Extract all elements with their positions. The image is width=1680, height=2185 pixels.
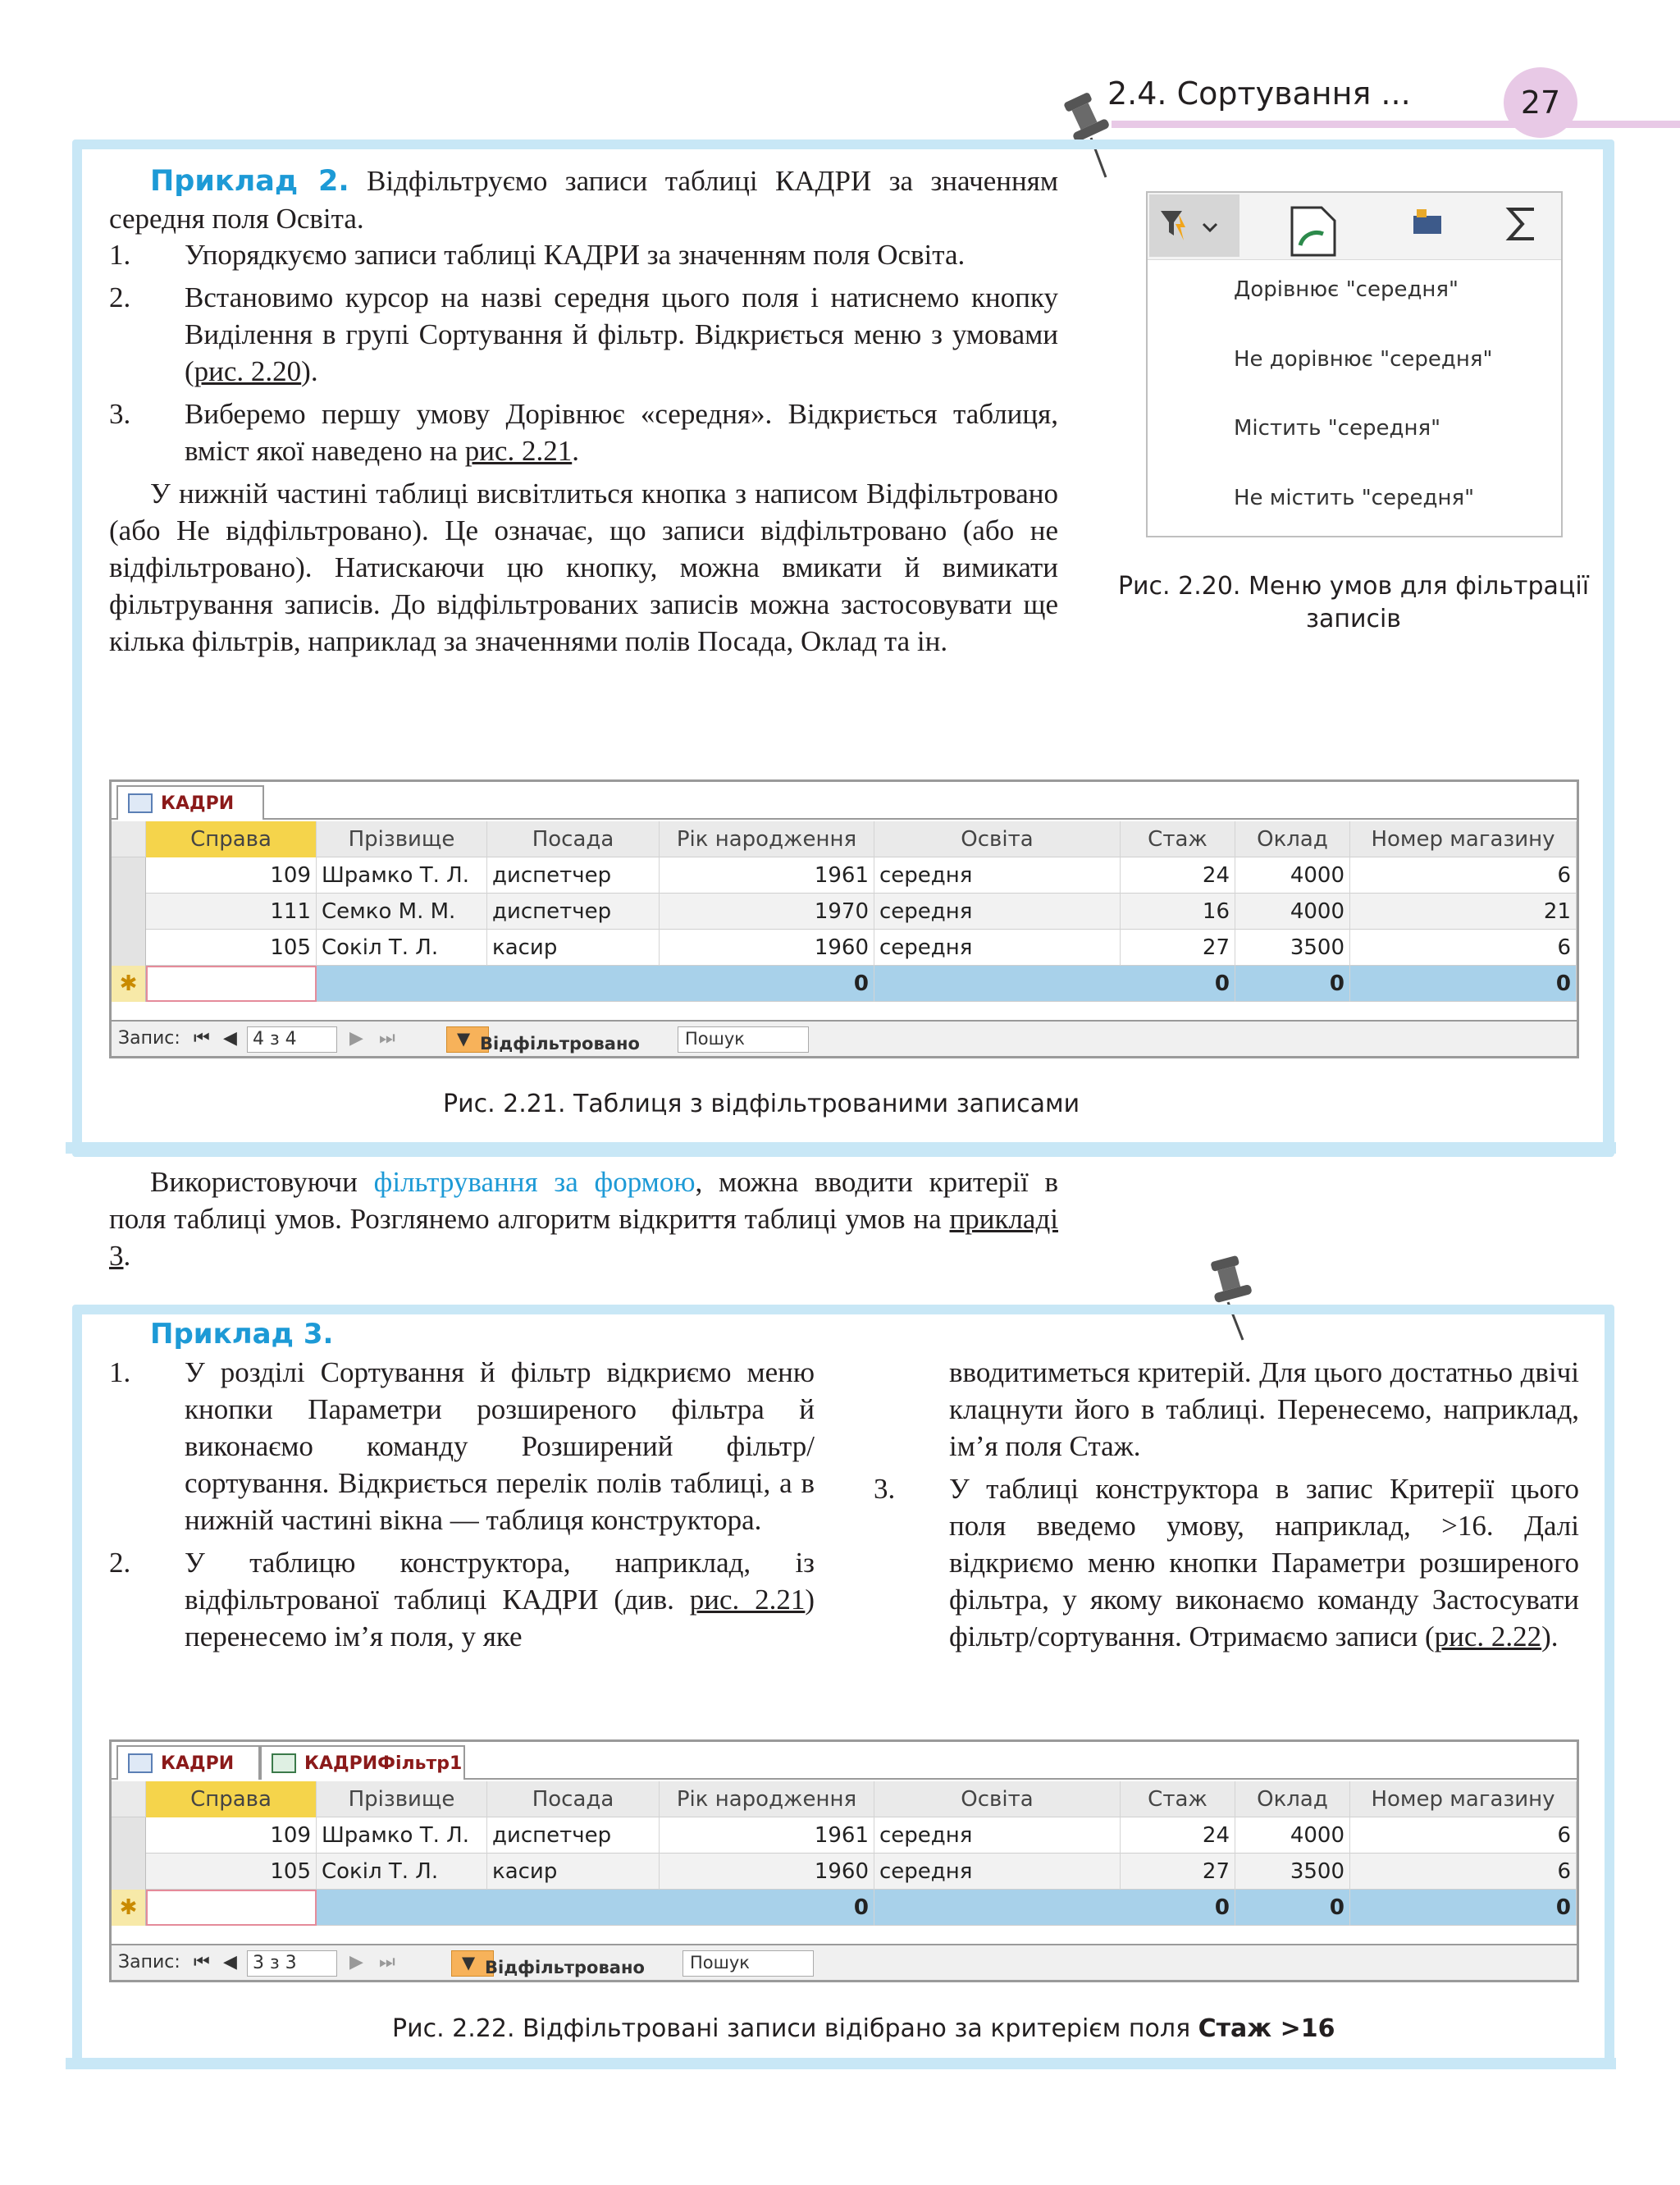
list-item: 2. У таблицю конструктора, наприклад, із відфільтрованої таблиці КАДРИ (див. рис. 2.21) перенесемо ім’я поля, у яке bbox=[109, 1547, 815, 1652]
example-2-steps bbox=[109, 236, 1058, 660]
current-record-field[interactable]: 4 з 4 bbox=[247, 1026, 337, 1053]
column-header[interactable]: Освіта bbox=[874, 1781, 1121, 1817]
current-record-field[interactable]: 3 з 3 bbox=[247, 1950, 337, 1977]
tab-strip bbox=[112, 1742, 1577, 1780]
filter-toggle-button[interactable]: ▼ Відфільтровано bbox=[451, 1950, 494, 1977]
figure-ref-link[interactable]: рис. 2.21 bbox=[689, 1584, 806, 1616]
column-header[interactable]: Оклад bbox=[1235, 821, 1350, 857]
filter-icon: ▼ bbox=[457, 1029, 471, 1049]
tab-kadry-filter1[interactable]: КАДРИФільтр1 bbox=[260, 1745, 465, 1780]
frame-bottom-rule bbox=[66, 1142, 1616, 1154]
prev-record-icon[interactable]: ◀ bbox=[223, 1952, 237, 1972]
datasheet-grid bbox=[112, 821, 1577, 1018]
tab-kadry[interactable]: КАДРИ bbox=[116, 785, 264, 820]
first-record-icon[interactable]: ⏮ bbox=[194, 1952, 210, 1972]
section-title: 2.4. Сортування ... bbox=[1107, 75, 1411, 112]
figure-caption-2-20: Рис. 2.20. Меню умов для фільтрації записів bbox=[1117, 572, 1590, 633]
form-filter-paragraph: Використовуючи фільтрування за формою, можна вводити критерії в поля таблиці умов. Розглянемо алгоритм відкриття таблиці умов на прикладі 3. bbox=[109, 1166, 1058, 1272]
example-3-left-column bbox=[109, 1354, 815, 1655]
filter-toggle-button[interactable]: ▼ Відфільтровано bbox=[446, 1026, 489, 1053]
column-header[interactable]: Освіта bbox=[874, 821, 1121, 857]
column-header[interactable]: Номер магазину bbox=[1350, 1781, 1577, 1817]
example-2-label: Приклад 2. bbox=[150, 165, 349, 198]
column-header[interactable]: Стаж bbox=[1121, 821, 1235, 857]
table-row[interactable]: 109 Шрамко Т. Л. диспетчер 1961 середня 24 4000 6 bbox=[112, 857, 1577, 894]
header-rule bbox=[1112, 121, 1680, 128]
example-2-intro: Приклад 2. Відфільтруємо записи таблиці КАДРИ за значенням середня поля Освіта. bbox=[109, 165, 1058, 235]
tab-strip bbox=[112, 782, 1577, 820]
column-header[interactable]: Рік народження bbox=[660, 1781, 874, 1817]
search-input[interactable]: Пошук bbox=[678, 1026, 809, 1053]
next-record-icon[interactable]: ▶ bbox=[349, 1952, 363, 1972]
last-record-icon[interactable]: ⏭ bbox=[379, 1952, 395, 1972]
filter-icon bbox=[1159, 208, 1228, 244]
column-header[interactable]: Рік народження bbox=[660, 821, 874, 857]
figure-ref-link[interactable]: рис. 2.21 bbox=[464, 435, 573, 467]
menu-item-not-equals[interactable]: Не дорівнює "середня" bbox=[1234, 347, 1493, 372]
column-header[interactable]: Номер магазину bbox=[1350, 821, 1577, 857]
toggle-filter-icon[interactable] bbox=[1289, 204, 1338, 257]
sigma-icon[interactable] bbox=[1504, 206, 1541, 242]
new-record-icon: ✱ bbox=[112, 966, 146, 1002]
table-icon bbox=[128, 1753, 153, 1773]
table-row[interactable]: 105 Сокіл Т. Л. касир 1960 середня 27 3500 6 bbox=[112, 930, 1577, 966]
menu-item-equals[interactable]: Дорівнює "середня" bbox=[1234, 277, 1459, 302]
example-3-label: Приклад 3. bbox=[150, 1318, 334, 1351]
datasheet-grid bbox=[112, 1781, 1577, 1942]
new-record-row[interactable]: ✱ 0 0 0 0 bbox=[112, 966, 1577, 1002]
column-header[interactable]: Посада bbox=[487, 1781, 660, 1817]
active-cell[interactable] bbox=[146, 1890, 317, 1926]
list-item: 1. Упорядкуємо записи таблиці КАДРИ за значенням поля Освіта. bbox=[109, 239, 966, 271]
last-record-icon[interactable]: ⏭ bbox=[379, 1028, 395, 1049]
record-navigation-bar bbox=[112, 1020, 1577, 1056]
filter-selection-menu bbox=[1146, 191, 1563, 537]
filter-query-icon bbox=[272, 1753, 296, 1773]
kadry-datasheet-1 bbox=[109, 779, 1579, 1058]
filter-icon: ▼ bbox=[462, 1953, 476, 1972]
table-icon bbox=[128, 793, 153, 813]
column-header[interactable]: Посада bbox=[487, 821, 660, 857]
kadry-datasheet-2 bbox=[109, 1739, 1579, 1982]
list-item: 3. Виберемо першу умову Дорівнює «середня». Відкриється таблиця, вміст якої наведено на рис. 2.21. bbox=[109, 398, 1058, 467]
example-ref-link[interactable]: прикладі 3 bbox=[109, 1203, 1058, 1272]
figure-ref-link[interactable]: рис. 2.20 bbox=[194, 355, 302, 387]
ribbon-bar bbox=[1148, 193, 1561, 260]
menu-item-not-contains[interactable]: Не містить "середня" bbox=[1234, 486, 1475, 510]
example-3-right-column bbox=[874, 1354, 1579, 1655]
column-header[interactable]: Оклад bbox=[1235, 1781, 1350, 1817]
record-label: Запис: bbox=[118, 1028, 180, 1049]
figure-caption-2-21: Рис. 2.21. Таблиця з відфільтрованими записами bbox=[443, 1090, 1080, 1118]
next-record-icon[interactable]: ▶ bbox=[349, 1028, 363, 1049]
column-header[interactable]: Прізвище bbox=[317, 821, 487, 857]
list-item: 2. Встановимо курсор на назві середня цього поля і натиснемо кнопку Виділення в групі Сортування й фільтр. Відкриється меню з умовами (рис. 2.20). bbox=[109, 281, 1058, 387]
advanced-filter-icon[interactable] bbox=[1410, 208, 1446, 235]
record-navigation-bar bbox=[112, 1944, 1577, 1980]
page-number: 27 bbox=[1504, 67, 1577, 138]
new-record-row[interactable]: ✱ 0 0 0 0 bbox=[112, 1890, 1577, 1926]
column-header[interactable]: Справа bbox=[146, 1781, 317, 1817]
glossary-term-link[interactable]: фільтрування за формою bbox=[373, 1166, 696, 1198]
list-item: 3. У таблиці конструктора в запис Критерії цього поля введемо умову, наприклад, >16. Далі відкриємо меню кнопки Параметри розширеного фільтра, у якому виконаємо команду Застосувати фільтр/сортування. Отримаємо записи (рис. 2.22). bbox=[874, 1473, 1579, 1652]
selection-button[interactable] bbox=[1149, 194, 1239, 257]
table-row[interactable]: 109 Шрамко Т. Л. диспетчер 1961 середня 24 4000 6 bbox=[112, 1817, 1577, 1854]
tab-kadry[interactable]: КАДРИ bbox=[116, 1745, 260, 1780]
frame-bottom-rule bbox=[66, 2058, 1616, 2069]
table-row[interactable]: 111 Семко М. М. диспетчер 1970 середня 16 4000 21 bbox=[112, 894, 1577, 930]
first-record-icon[interactable]: ⏮ bbox=[194, 1028, 210, 1049]
list-item: 1. У розділі Сортування й фільтр відкриємо меню кнопки Параметри розширеного фільтра й виконаємо команду Розширений фільтр/сортування. Відкриється перелік полів таблиці, а в нижній частині вікна — таблиця конструктора. bbox=[109, 1356, 815, 1536]
figure-caption-2-22: Рис. 2.22. Відфільтровані записи відібрано за критерієм поля Стаж >16 bbox=[392, 2014, 1335, 2043]
example-2-paragraph: У нижній частині таблиці висвітлиться кнопка з написом Відфільтровано (або Не відфільтровано). Це означає, що записи відфільтровано (або не відфільтровано). Натискаючи цю кнопку, можна вмикати й вимикати фільтрування записів. До відфільтрованих записів можна застосовувати ще кілька фільтрів, наприклад за значеннями полів Посада, Оклад та ін. bbox=[109, 478, 1058, 657]
record-label: Запис: bbox=[118, 1952, 180, 1972]
table-row[interactable]: 105 Сокіл Т. Л. касир 1960 середня 27 3500 6 bbox=[112, 1854, 1577, 1890]
new-record-icon: ✱ bbox=[112, 1890, 146, 1926]
search-input[interactable]: Пошук bbox=[682, 1950, 814, 1977]
figure-ref-link[interactable]: рис. 2.22 bbox=[1434, 1620, 1542, 1652]
menu-item-contains[interactable]: Містить "середня" bbox=[1234, 416, 1441, 441]
column-header[interactable]: Справа bbox=[146, 821, 317, 857]
active-cell[interactable] bbox=[146, 966, 317, 1002]
column-header[interactable]: Прізвище bbox=[317, 1781, 487, 1817]
prev-record-icon[interactable]: ◀ bbox=[223, 1028, 237, 1049]
header-row bbox=[112, 1781, 1577, 1817]
column-header[interactable]: Стаж bbox=[1121, 1781, 1235, 1817]
list-item-continuation: вводитиметься критерій. Для цього достатньо двічі клацнути його в таблиці. Перенесемо, наприклад, ім’я поля Стаж. bbox=[949, 1356, 1579, 1462]
header-row bbox=[112, 821, 1577, 857]
